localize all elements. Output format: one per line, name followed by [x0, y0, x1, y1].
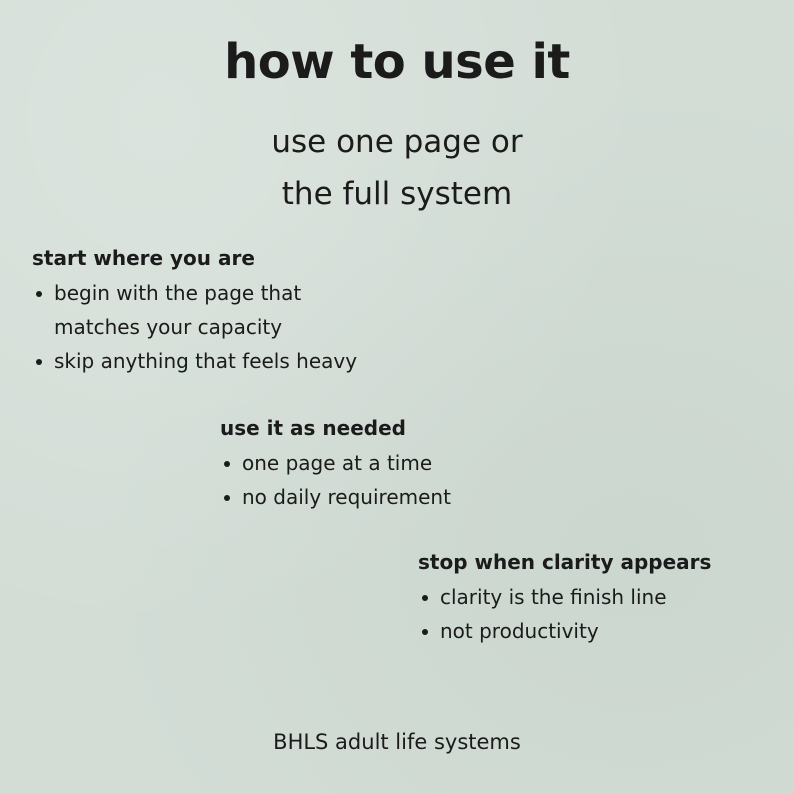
bullet-item — [32, 276, 452, 344]
section-heading: use it as needed — [220, 416, 406, 440]
bullet-item — [32, 344, 452, 378]
bullet-item — [220, 480, 580, 514]
section-use-it-as-needed — [220, 415, 580, 514]
bullet-text: no daily requirement — [242, 485, 451, 509]
bullet-item — [418, 614, 778, 648]
bullet-text: matches your capacity — [54, 315, 283, 339]
section-stop-when-clarity-appears — [418, 549, 778, 648]
subtitle-line: the full system — [281, 176, 513, 212]
bullet-item — [220, 446, 580, 480]
subtitle — [0, 116, 794, 220]
section-start-where-you-are — [32, 245, 452, 378]
bullet-item — [418, 580, 778, 614]
bullet-text: begin with the page that — [54, 281, 302, 305]
footer-brand: BHLS adult life systems — [273, 730, 521, 754]
bullet-text: skip anything that feels heavy — [54, 349, 358, 373]
bullet-list — [418, 580, 778, 648]
page-title: how to use it — [224, 34, 570, 90]
bullet-list — [220, 446, 580, 514]
bullet-text: clarity is the finish line — [440, 585, 667, 609]
bullet-text: not productivity — [440, 619, 599, 643]
bullet-text: one page at a time — [242, 451, 433, 475]
section-heading: stop when clarity appears — [418, 550, 712, 574]
subtitle-line: use one page or — [271, 124, 523, 160]
bullet-list — [32, 276, 452, 378]
section-heading: start where you are — [32, 246, 255, 270]
